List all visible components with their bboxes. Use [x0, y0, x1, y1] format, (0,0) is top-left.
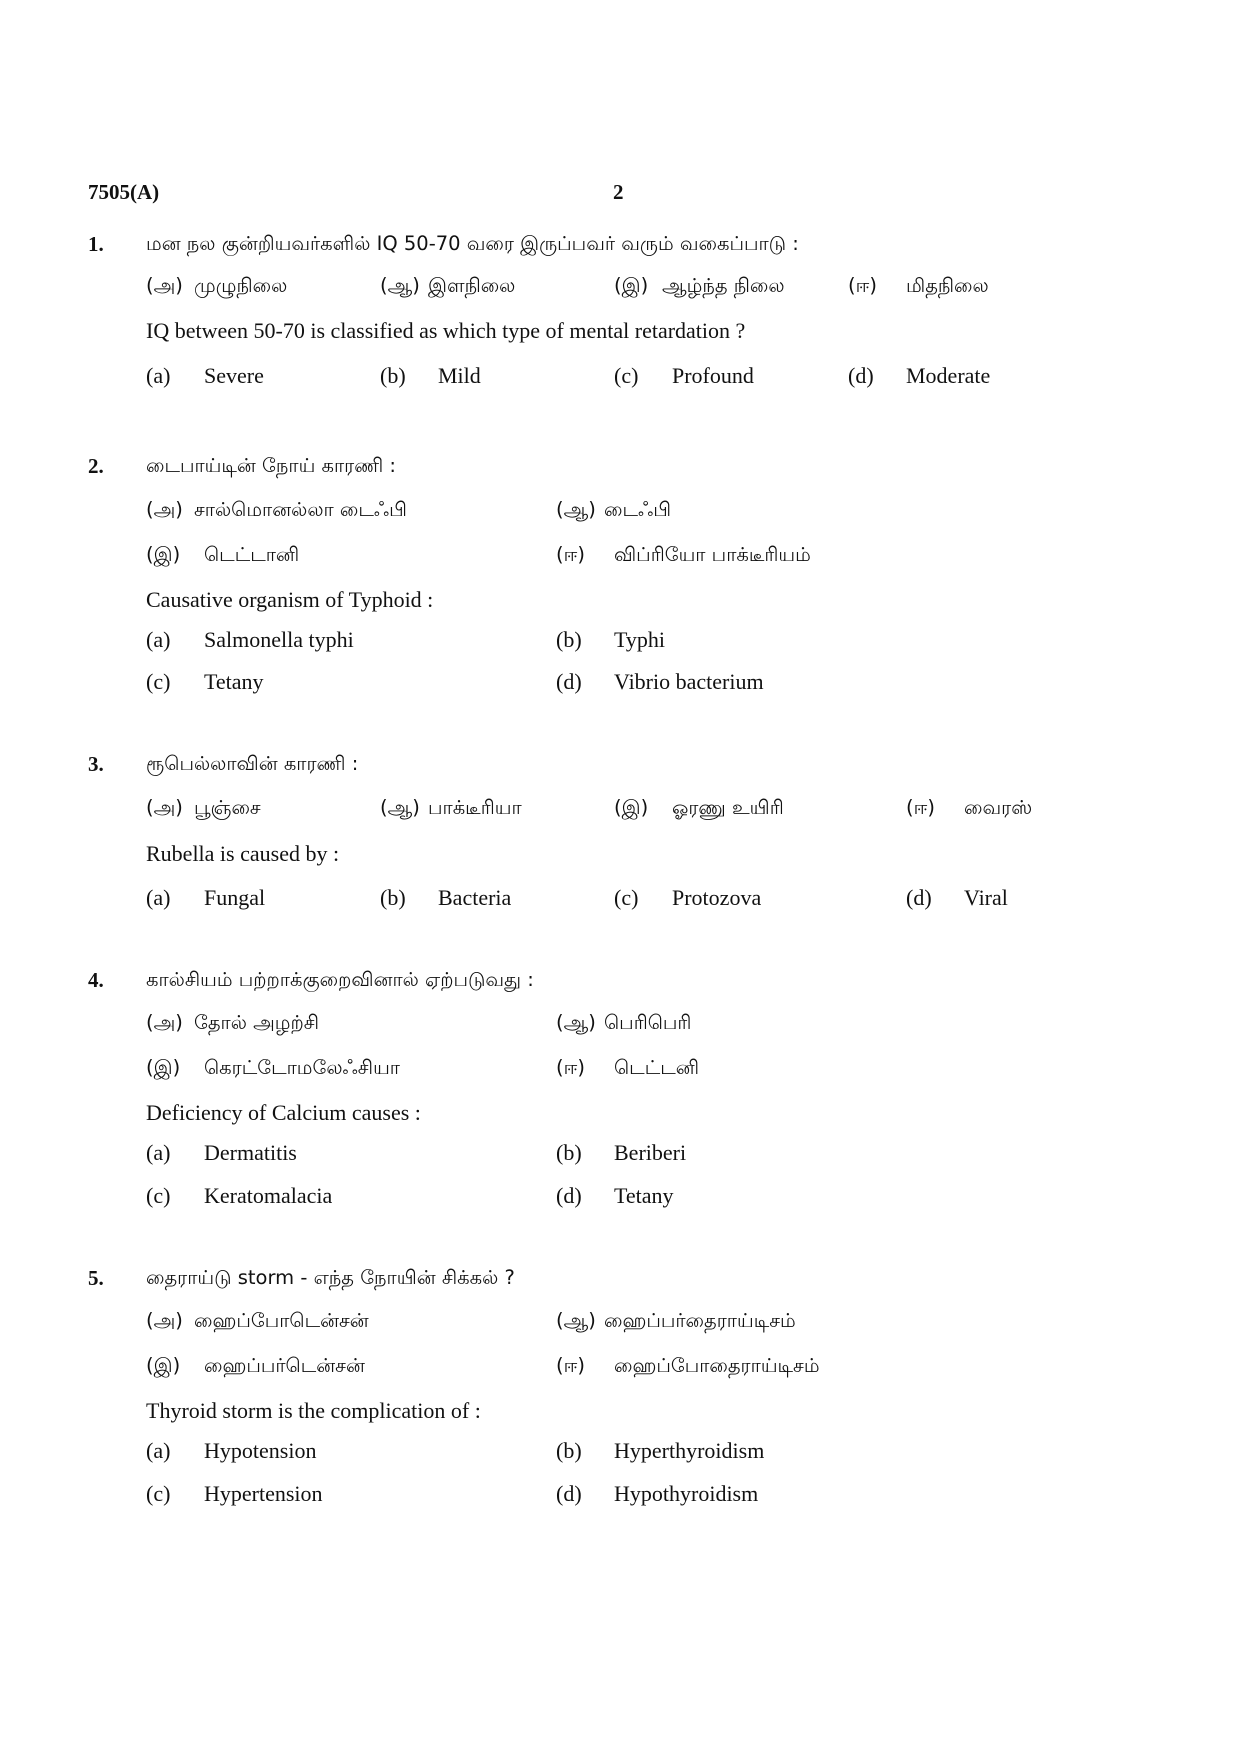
- option-label: (b): [380, 363, 406, 388]
- option-label: (இ): [146, 1056, 181, 1079]
- option-text: Moderate: [906, 363, 991, 388]
- option-text: Bacteria: [438, 885, 512, 910]
- english-options: [0, 363, 1240, 397]
- tamil-options: [0, 274, 1240, 308]
- option-label: (ஈ): [556, 1056, 585, 1079]
- option-text: ஹைப்போதைராய்டிசம்: [614, 1354, 820, 1377]
- option-text: Hypotension: [204, 1438, 317, 1463]
- tamil-options: [0, 1011, 1240, 1045]
- option-text: ஆழ்ந்த நிலை: [662, 274, 785, 297]
- option-text: Hyperthyroidism: [614, 1438, 765, 1463]
- question-number: 5.: [88, 1266, 104, 1290]
- option-text: பெரிபெரி: [604, 1011, 692, 1034]
- question-text-english: Rubella is caused by :: [146, 841, 340, 866]
- option-label: (d): [848, 363, 874, 388]
- option-text: பூஞ்சை: [194, 796, 261, 819]
- tamil-options: [0, 498, 1240, 532]
- option-text: Hypertension: [204, 1481, 323, 1506]
- page-header: [88, 180, 1152, 220]
- option-label: (இ): [614, 796, 649, 819]
- option-text: கெரட்டோமலேஃசியா: [204, 1056, 400, 1079]
- question-text-english: IQ between 50-70 is classified as which type of mental retardation ?: [146, 318, 746, 343]
- option-label: (c): [146, 1183, 171, 1208]
- tamil-options: [0, 1056, 1240, 1090]
- option-label: (b): [380, 885, 406, 910]
- option-text: Protozova: [672, 885, 762, 910]
- question-text-tamil: தைராய்டு storm - எந்த நோயின் சிக்கல் ?: [146, 1266, 515, 1289]
- option-label: (அ): [146, 1309, 183, 1332]
- option-text: டெட்டனி: [614, 1056, 700, 1079]
- option-label: (a): [146, 885, 171, 910]
- option-text: Typhi: [614, 627, 666, 652]
- option-label: (d): [906, 885, 932, 910]
- option-label: (அ): [146, 1011, 183, 1034]
- option-label: (b): [556, 1140, 582, 1165]
- option-text: மிதநிலை: [906, 274, 989, 297]
- english-options: [0, 627, 1240, 661]
- english-options: [0, 669, 1240, 703]
- question-text-tamil: மன நல குன்றியவர்களில் IQ 50-70 வரை இருப்பவர் வரும் வகைப்பாடு :: [146, 232, 799, 255]
- option-label: (ஆ): [380, 796, 420, 819]
- option-label: (ஆ): [556, 498, 596, 521]
- option-label: (அ): [146, 274, 183, 297]
- option-label: (ஆ): [556, 1011, 596, 1034]
- option-label: (இ): [614, 274, 649, 297]
- question-text-tamil: டைபாய்டின் நோய் காரணி :: [146, 454, 396, 477]
- option-label: (c): [146, 669, 171, 694]
- option-text: Severe: [204, 363, 264, 388]
- option-label: (a): [146, 1438, 171, 1463]
- option-label: (இ): [146, 1354, 181, 1377]
- option-text: ஹைப்போடென்சன்: [194, 1309, 369, 1332]
- option-label: (c): [146, 1481, 171, 1506]
- option-text: ஓரணு உயிரி: [672, 796, 784, 819]
- option-text: இளநிலை: [428, 274, 516, 297]
- option-label: (a): [146, 1140, 171, 1165]
- question-number: 2.: [88, 454, 104, 478]
- question-number: 3.: [88, 752, 104, 776]
- tamil-options: [0, 796, 1240, 830]
- question-number: 4.: [88, 968, 104, 992]
- question-number: 1.: [88, 232, 104, 256]
- option-text: Fungal: [204, 885, 266, 910]
- option-label: (ஈ): [906, 796, 935, 819]
- option-text: Tetany: [204, 669, 264, 694]
- question-text-tamil: கால்சியம் பற்றாக்குறைவினால் ஏற்படுவது :: [146, 968, 534, 991]
- option-text: Mild: [438, 363, 481, 388]
- option-label: (அ): [146, 498, 183, 521]
- tamil-options: [0, 543, 1240, 577]
- english-options: [0, 1140, 1240, 1174]
- option-label: (இ): [146, 543, 181, 566]
- option-label: (ஈ): [848, 274, 877, 297]
- option-text: டைஃபி: [604, 498, 672, 521]
- option-label: (b): [556, 1438, 582, 1463]
- option-text: தோல் அழற்சி: [194, 1011, 320, 1034]
- option-label: (ஆ): [556, 1309, 596, 1332]
- option-text: Dermatitis: [204, 1140, 297, 1165]
- english-options: [0, 1438, 1240, 1472]
- question-text-english: Causative organism of Typhoid :: [146, 587, 434, 612]
- option-text: சால்மொனல்லா டைஃபி: [194, 498, 407, 521]
- option-label: (a): [146, 363, 171, 388]
- question-text-english: Deficiency of Calcium causes :: [146, 1100, 421, 1125]
- tamil-options: [0, 1309, 1240, 1343]
- option-text: ஹைப்பர்தைராய்டிசம்: [604, 1309, 796, 1332]
- page-number: 2: [613, 180, 624, 204]
- option-label: (c): [614, 363, 639, 388]
- option-text: Beriberi: [614, 1140, 687, 1165]
- english-options: [0, 1481, 1240, 1515]
- option-label: (d): [556, 669, 582, 694]
- option-text: Tetany: [614, 1183, 674, 1208]
- option-label: (d): [556, 1183, 582, 1208]
- question-text-tamil: ரூபெல்லாவின் காரணி :: [146, 752, 359, 775]
- option-label: (அ): [146, 796, 183, 819]
- paper-code: 7505(A): [88, 180, 160, 204]
- option-text: Hypothyroidism: [614, 1481, 759, 1506]
- option-label: (ஈ): [556, 1354, 585, 1377]
- option-label: (ஈ): [556, 543, 585, 566]
- option-text: டெட்டானி: [204, 543, 300, 566]
- option-label: (b): [556, 627, 582, 652]
- option-label: (ஆ): [380, 274, 420, 297]
- question-text-english: Thyroid storm is the complication of :: [146, 1398, 481, 1423]
- option-text: பாக்டீரியா: [428, 796, 522, 819]
- option-text: Viral: [964, 885, 1008, 910]
- option-label: (c): [614, 885, 639, 910]
- option-text: Vibrio bacterium: [614, 669, 764, 694]
- option-text: வைரஸ்: [964, 796, 1033, 819]
- option-text: ஹைப்பர்டென்சன்: [204, 1354, 365, 1377]
- option-label: (a): [146, 627, 171, 652]
- option-text: Keratomalacia: [204, 1183, 333, 1208]
- option-text: Salmonella typhi: [204, 627, 354, 652]
- option-text: முழுநிலை: [194, 274, 288, 297]
- option-label: (d): [556, 1481, 582, 1506]
- option-text: விப்ரியோ பாக்டீரியம்: [614, 543, 811, 566]
- english-options: [0, 1183, 1240, 1217]
- english-options: [0, 885, 1240, 919]
- option-text: Profound: [672, 363, 754, 388]
- tamil-options: [0, 1354, 1240, 1388]
